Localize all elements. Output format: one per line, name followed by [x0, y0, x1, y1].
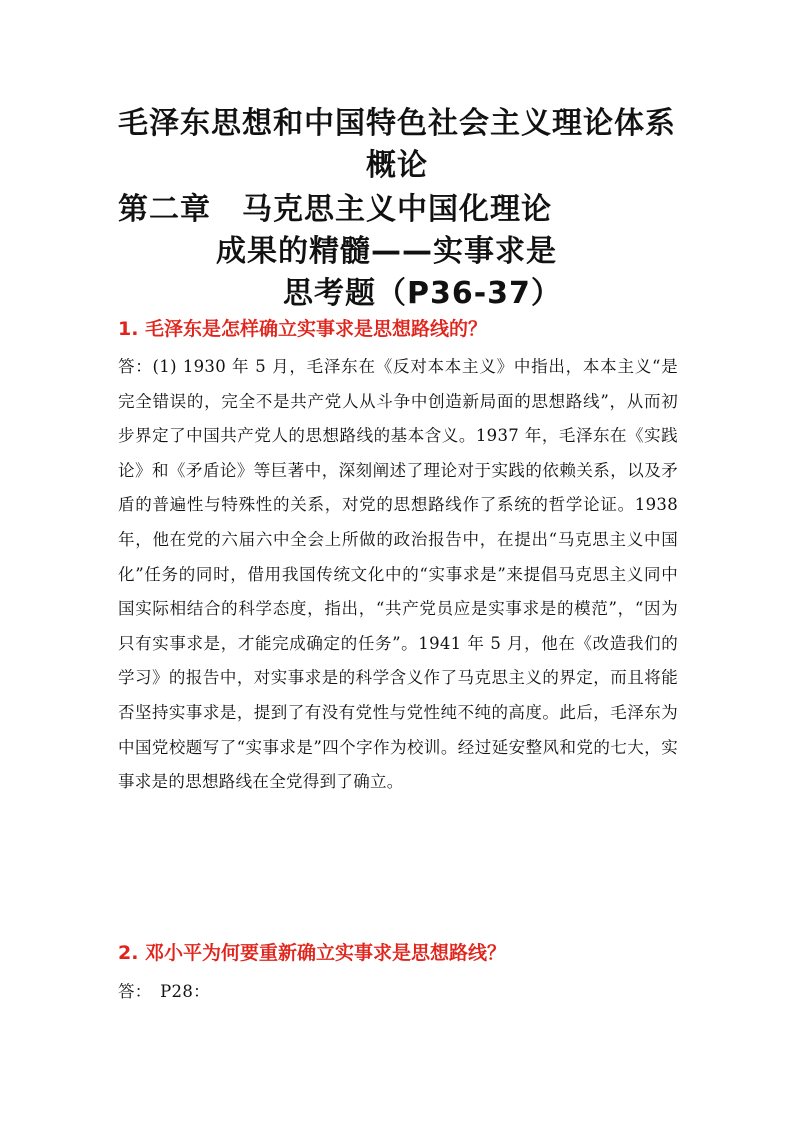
answer-paragraph: 答： P28： — [118, 982, 210, 1001]
document-title-continued: 概论 — [366, 148, 428, 183]
document-title: 毛泽东思想和中国特色社会主义理论体系 — [118, 106, 676, 141]
chapter-title-continued: 成果的精髓——实事求是 — [216, 234, 557, 269]
question-heading: 1. 毛泽东是怎样确立实事求是思想路线的？ — [118, 318, 488, 340]
question-heading: 2. 邓小平为何要重新确立实事求是思想路线？ — [118, 942, 507, 964]
section-subtitle: 思考题（P36-37） — [283, 276, 562, 311]
chapter-title: 第二章 马克思主义中国化理论 — [118, 192, 552, 227]
answer-paragraph: 答：(1) 1930 年 5 月，毛泽东在《反对本本主义》中指出，本本主义“是完全错误的，完全不是共产党人从斗争中创造新局面的思想路线”，从而初步界定了中国共产党人的思想路线的基本含义。1937 年，毛泽东在《实践论》和《矛盾论》等巨著中，深刻阐述了理论对于实践的依赖关系，以及矛盾的普遍性与特殊性的关系，对党的思想路线作了系统的哲学论证。1938 年，他在党的六届六中全会上所做的政治报告中，在提出“马克思主义中国化”任务的同时，借用我国传统文化中的“实事求是”来提倡马克思主义同中国实际相结合的科学态度，指出，“共产党员应是实事求是的模范”，“因为只有实事求是，才能完成确定的任务”。1941 年 5 月，他在《改造我们的学习》的报告中，对实事求是的科学含义作了马克思主义的界定，而且将能否坚持实事求是，提到了有没有党性与党性纯不纯的高度。此后，毛泽东为中国党校题写了“实事求是”四个字作为校训。经过延安整风和党的七大，实事求是的思想路线在全党得到了确立。 — [118, 357, 678, 792]
